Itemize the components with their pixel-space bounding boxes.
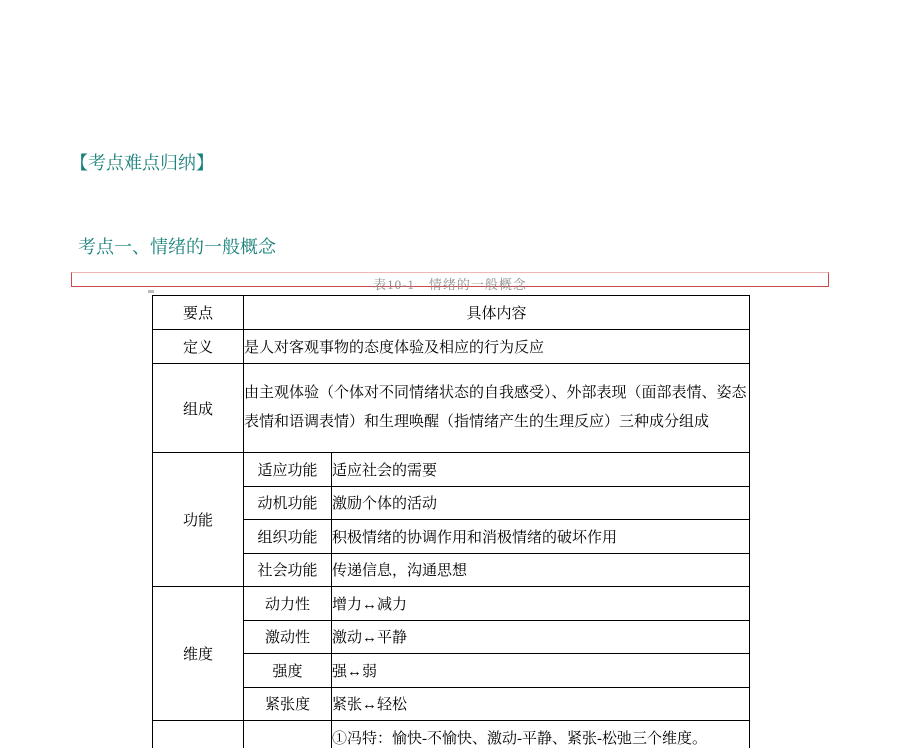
dimension-2-name: 激动性 [244,620,332,654]
table-handle-mark [148,290,154,293]
composition-label: 组成 [153,364,244,453]
function-2-desc: 激励个体的活动 [332,486,750,520]
section-heading: 【考点难点归纳】 [70,153,214,173]
header-keypoint: 要点 [153,296,244,330]
dimension-1-desc: 增力↔减力 [332,587,750,621]
dimension-4-desc: 紧张↔轻松 [332,687,750,721]
function-4-desc: 传递信息，沟通思想 [332,553,750,587]
table-header-row [153,296,750,330]
dimension-3-name: 强度 [244,654,332,688]
function-1-name: 适应功能 [244,453,332,487]
table-row-footer [153,721,750,748]
concept-table [152,295,750,748]
definition-label: 定义 [153,330,244,364]
composition-content: 由主观体验（个体对不同情绪状态的自我感受）、外部表现（面部表情、姿态表情和语调表情）和生理唤醒（指情绪产生的生理反应）三种成分组成 [244,364,750,453]
dimensions-label: 维度 [153,587,244,721]
topic-heading: 考点一、情绪的一般概念 [78,237,276,257]
functions-label: 功能 [153,453,244,587]
caption-selection-box [71,272,829,292]
table-caption: 表10-1 情绪的一般概念 [373,277,527,292]
dimension-2-desc: 激动↔平静 [332,620,750,654]
footer-label [153,721,244,748]
dimension-4-name: 紧张度 [244,687,332,721]
function-1-desc: 适应社会的需要 [332,453,750,487]
footer-sub [244,721,332,748]
dimension-1-name: 动力性 [244,587,332,621]
function-2-name: 动机功能 [244,486,332,520]
function-3-desc: 积极情绪的协调作用和消极情绪的破坏作用 [332,520,750,554]
table-row-dimension-1 [153,587,750,621]
function-4-name: 社会功能 [244,553,332,587]
header-detail: 具体内容 [244,296,750,330]
table-row-composition [153,364,750,453]
concept-table-container [152,295,749,748]
dimension-3-desc: 强↔弱 [332,654,750,688]
table-row-function-1 [153,453,750,487]
table-row-definition [153,330,750,364]
function-3-name: 组织功能 [244,520,332,554]
footer-content: ①冯特：愉快-不愉快、激动-平静、紧张-松弛三个维度。 [332,721,750,748]
definition-content: 是人对客观事物的态度体验及相应的行为反应 [244,330,750,364]
